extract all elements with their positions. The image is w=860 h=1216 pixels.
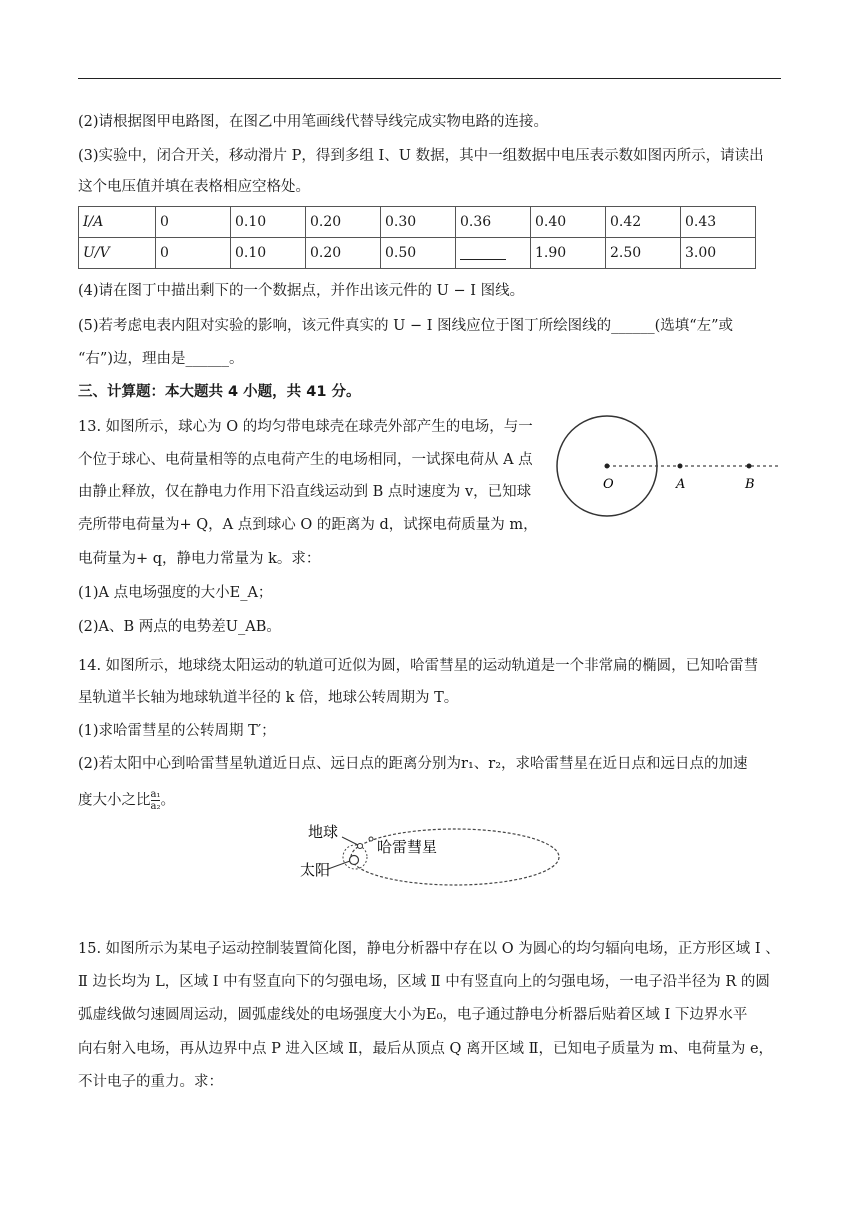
label-earth: 地球 xyxy=(308,823,339,841)
table-cell: 2.50 xyxy=(606,238,681,269)
table-row-current xyxy=(79,207,756,238)
table-cell: 0.43 xyxy=(681,207,756,238)
q12-part3-line1: (3)实验中，闭合开关，移动滑片 P，得到多组 I、U 数据，其中一组数据中电压表示数如图丙所示，请读出 xyxy=(78,148,764,164)
label-b: B xyxy=(745,477,755,492)
label-o: O xyxy=(603,477,614,492)
label-comet: 哈雷彗星 xyxy=(377,838,438,856)
point-o xyxy=(605,464,610,469)
comet-orbit-figure xyxy=(300,820,570,895)
q13-sub1: (1)A 点电场强度的大小E_A； xyxy=(78,585,273,601)
q15-line4: 向右射入电场，再从边界中点 P 进入区域 Ⅱ，最后从顶点 Q 离开区域 Ⅱ，已知电子质量为 m、电荷量为 e， xyxy=(78,1041,774,1057)
charged-shell-figure xyxy=(550,408,782,543)
point-b xyxy=(747,464,752,469)
table-cell: 0.42 xyxy=(606,207,681,238)
q12-part4: (4)请在图丁中描出剩下的一个数据点，并作出该元件的 U − I 图线。 xyxy=(78,283,525,299)
earth-leader xyxy=(342,837,358,845)
table-cell: 0.10 xyxy=(231,238,306,269)
label-a: A xyxy=(676,477,686,492)
answer-blank[interactable] xyxy=(460,247,506,260)
header-rule xyxy=(78,78,781,79)
q15-line2: Ⅱ 边长均为 L，区域 Ⅰ 中有竖直向下的匀强电场，区域 Ⅱ 中有竖直向上的匀强电场，一电子沿半径为 R 的圆 xyxy=(78,974,770,990)
table-cell: 1.90 xyxy=(531,238,606,269)
table-cell: 0.10 xyxy=(231,207,306,238)
point-a xyxy=(678,464,683,469)
q13-line1: 13. 如图所示，球心为 O 的均匀带电球壳在球壳外部产生的电场，与一 xyxy=(78,419,533,435)
table-cell: 0.40 xyxy=(531,207,606,238)
table-cell: 0.36 xyxy=(456,207,531,238)
earth-icon xyxy=(358,844,363,849)
q13-sub2: (2)A、B 两点的电势差U_AB。 xyxy=(78,619,281,635)
sun-icon xyxy=(350,856,359,865)
table-cell: 0.30 xyxy=(381,207,456,238)
table-row-voltage xyxy=(79,238,756,269)
q12-part2: (2)请根据图甲电路图，在图乙中用笔画线代替导线完成实物电路的连接。 xyxy=(78,114,549,130)
q12-part5-line1: (5)若考虑电表内阻对实验的影响，该元件真实的 U − I 图线应位于图丁所绘图线的______(选填“左”或 xyxy=(78,318,734,334)
q15-line5: 不计电子的重力。求： xyxy=(78,1074,223,1090)
q14-line2: 星轨道半长轴为地球轨道半径的 k 倍，地球公转周期为 T。 xyxy=(78,690,459,706)
table-cell: 0.50 xyxy=(381,238,456,269)
table-cell: 0 xyxy=(156,238,231,269)
q15-line1: 15. 如图所示为某电子运动控制装置简化图，静电分析器中存在以 O 为圆心的均匀辐向电场，正方形区域 Ⅰ 、 xyxy=(78,941,780,957)
q14-sub1: (1)求哈雷彗星的公转周期 T′； xyxy=(78,723,276,739)
q14-sub2: (2)若太阳中心到哈雷彗星轨道近日点、远日点的距离分别为r₁、r₂，求哈雷彗星在近日点和远日点的加速 xyxy=(78,756,748,772)
q12-part3-line2: 这个电压值并填在表格相应空格处。 xyxy=(78,179,310,195)
label-sun: 太阳 xyxy=(300,861,331,879)
iu-data-table xyxy=(78,206,756,269)
comet-icon xyxy=(369,837,373,841)
table-header-cell: U/V xyxy=(79,238,156,269)
table-cell: 0.20 xyxy=(306,207,381,238)
table-cell: 0 xyxy=(156,207,231,238)
acceleration-ratio: $\frac{\text{a₁}}{\text{a₂}}$ xyxy=(150,789,161,812)
table-cell: 0.20 xyxy=(306,238,381,269)
table-header-cell: I/A xyxy=(79,207,156,238)
table-blank-cell[interactable] xyxy=(456,238,531,269)
q13-line2: 个位于球心、电荷量相等的点电荷产生的电场相同，一试探电荷从 A 点 xyxy=(78,452,533,468)
q15-line3: 弧虚线做匀速圆周运动，圆弧虚线处的电场强度大小为E₀，电子通过静电分析器后贴着区域 Ⅰ 下边界水平 xyxy=(78,1007,748,1023)
q13-line5: 电荷量为+ q，静电力常量为 k。求： xyxy=(78,551,321,567)
q14-sub2-line2: 度大小之比 $\frac{\text{a₁}}{\text{a₂}}$ 。 xyxy=(78,789,175,812)
table-cell: 3.00 xyxy=(681,238,756,269)
q12-part5-line2: “右”)边，理由是______。 xyxy=(78,351,244,367)
q13-line3: 由静止释放，仅在静电力作用下沿直线运动到 B 点时速度为 v，已知球 xyxy=(78,484,532,500)
q13-line4: 壳所带电荷量为+ Q，A 点到球心 O 的距离为 d，试探电荷质量为 m， xyxy=(78,517,538,533)
section-title: 三、计算题：本大题共 4 小题，共 41 分。 xyxy=(78,384,361,400)
q14-line1: 14. 如图所示，地球绕太阳运动的轨道可近似为圆，哈雷彗星的运动轨道是一个非常扁的椭圆，已知哈雷彗 xyxy=(78,658,759,674)
